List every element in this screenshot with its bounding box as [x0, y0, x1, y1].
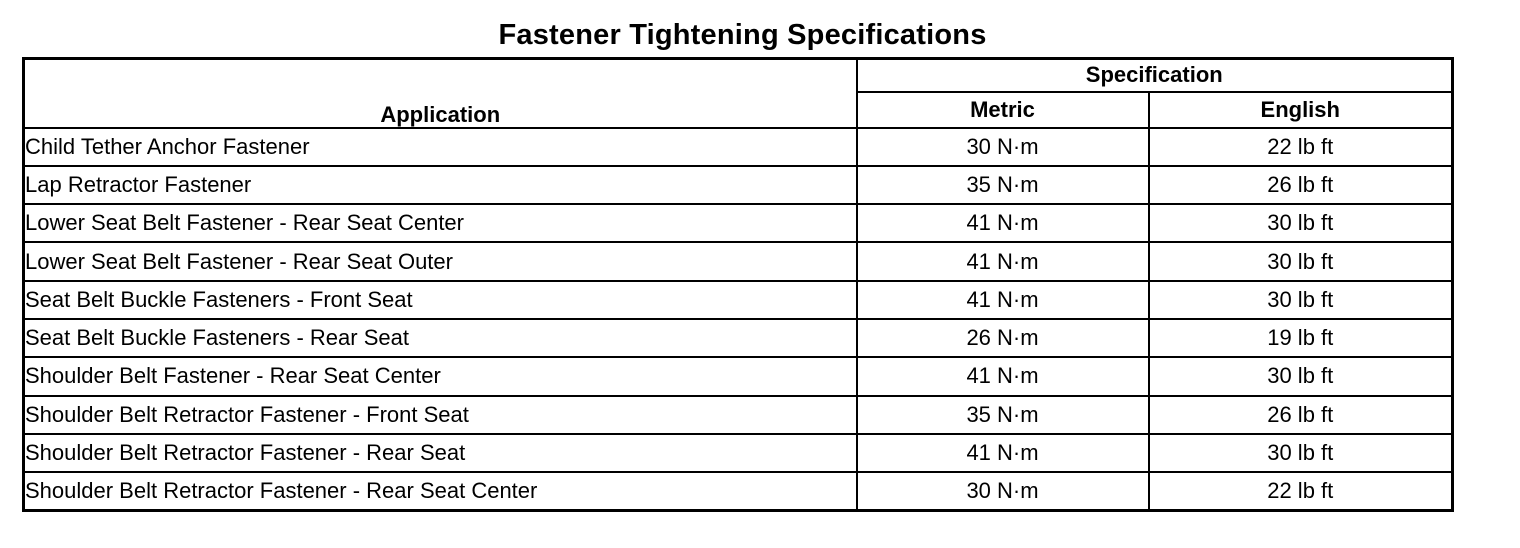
table-row — [24, 242, 1453, 280]
application-cell: Lower Seat Belt Fastener - Rear Seat Outer — [24, 242, 857, 280]
english-cell: 22 lb ft — [1149, 472, 1453, 511]
header-specification: Specification — [857, 59, 1453, 92]
english-cell: 30 lb ft — [1149, 204, 1453, 242]
metric-cell: 41 N·m — [857, 204, 1149, 242]
header-english: English — [1149, 92, 1453, 128]
metric-cell: 30 N·m — [857, 128, 1149, 166]
metric-cell: 41 N·m — [857, 281, 1149, 319]
metric-cell: 35 N·m — [857, 396, 1149, 434]
application-cell: Shoulder Belt Retractor Fastener - Front Seat — [24, 396, 857, 434]
application-cell: Child Tether Anchor Fastener — [24, 128, 857, 166]
metric-cell: 41 N·m — [857, 242, 1149, 280]
header-metric: Metric — [857, 92, 1149, 128]
application-cell: Shoulder Belt Retractor Fastener - Rear Seat Center — [24, 472, 857, 511]
application-cell: Lower Seat Belt Fastener - Rear Seat Center — [24, 204, 857, 242]
table-row — [24, 396, 1453, 434]
table-body — [24, 128, 1453, 511]
english-cell: 26 lb ft — [1149, 396, 1453, 434]
table-row — [24, 319, 1453, 357]
metric-cell: 26 N·m — [857, 319, 1149, 357]
table-row — [24, 281, 1453, 319]
table-row — [24, 204, 1453, 242]
english-cell: 22 lb ft — [1149, 128, 1453, 166]
english-cell: 26 lb ft — [1149, 166, 1453, 204]
metric-cell: 30 N·m — [857, 472, 1149, 511]
english-cell: 30 lb ft — [1149, 357, 1453, 395]
table-row — [24, 434, 1453, 472]
english-cell: 19 lb ft — [1149, 319, 1453, 357]
metric-cell: 41 N·m — [857, 434, 1149, 472]
application-cell: Shoulder Belt Retractor Fastener - Rear Seat — [24, 434, 857, 472]
application-cell: Lap Retractor Fastener — [24, 166, 857, 204]
application-cell: Shoulder Belt Fastener - Rear Seat Center — [24, 357, 857, 395]
page-title: Fastener Tightening Specifications — [498, 19, 987, 51]
english-cell: 30 lb ft — [1149, 242, 1453, 280]
application-cell: Seat Belt Buckle Fasteners - Rear Seat — [24, 319, 857, 357]
fastener-spec-table — [22, 57, 1454, 512]
table-row — [24, 128, 1453, 166]
header-application: Application — [24, 59, 857, 128]
english-cell: 30 lb ft — [1149, 434, 1453, 472]
application-cell: Seat Belt Buckle Fasteners - Front Seat — [24, 281, 857, 319]
metric-cell: 41 N·m — [857, 357, 1149, 395]
table-row — [24, 357, 1453, 395]
metric-cell: 35 N·m — [857, 166, 1149, 204]
table-row — [24, 166, 1453, 204]
table-header — [24, 59, 1453, 128]
table-row — [24, 472, 1453, 511]
english-cell: 30 lb ft — [1149, 281, 1453, 319]
